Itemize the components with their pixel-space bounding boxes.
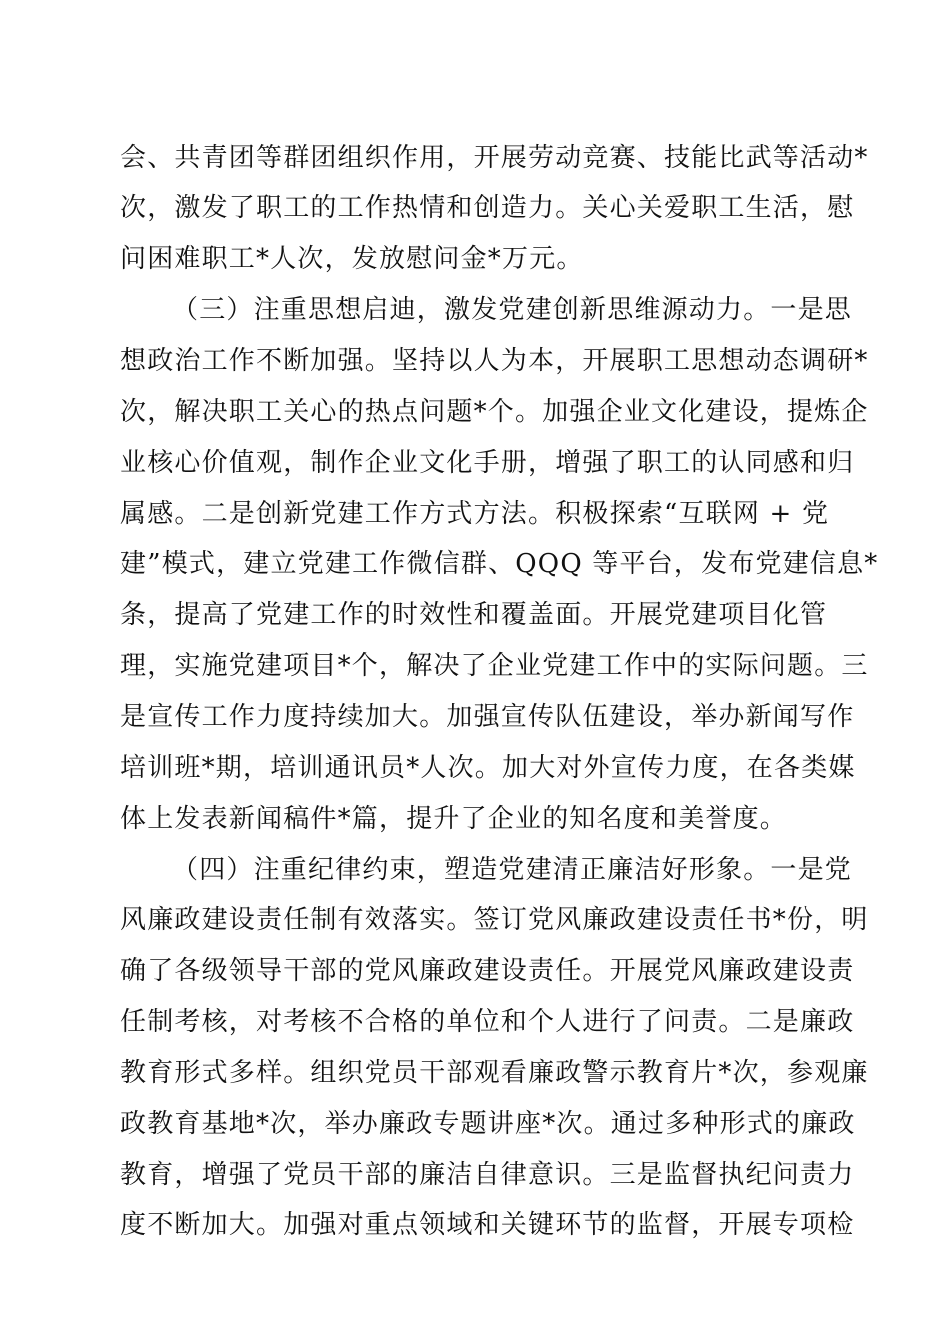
text-line: 政教育基地*次，举办廉政专题讲座*次。通过多种形式的廉政 [120, 1109, 856, 1139]
section-heading-line: （四）注重纪律约束，塑造党建清正廉洁好形象。一是党 [172, 855, 853, 885]
text-line: 会、共青团等群团组织作用，开展劳动竞赛、技能比武等活动* [120, 143, 869, 173]
text-line: 教育形式多样。组织党员干部观看廉政警示教育片*次，参观廉 [120, 1058, 869, 1088]
text-line: 业核心价值观，制作企业文化手册，增强了职工的认同感和归 [120, 448, 855, 478]
text-line: 想政治工作不断加强。坚持以人为本，开展职工思想动态调研* [120, 346, 869, 376]
text-line: 条，提高了党建工作的时效性和覆盖面。开展党建项目化管 [120, 600, 828, 630]
section-heading-line: （三）注重思想启迪，激发党建创新思维源动力。一是思 [172, 295, 853, 325]
text-line: 确了各级领导干部的党风廉政建设责任。开展党风廉政建设责 [120, 956, 855, 986]
text-line: 体上发表新闻稿件*篇，提升了企业的知名度和美誉度。 [120, 804, 788, 834]
text-line: 建”模式，建立党建工作微信群、QQQ 等平台，发布党建信息* [120, 549, 879, 579]
text-line: 风廉政建设责任制有效落实。签订党风廉政建设责任书*份，明 [120, 905, 869, 935]
text-line: 任制考核，对考核不合格的单位和个人进行了问责。二是廉政 [120, 1007, 855, 1037]
text-line: 问困难职工*人次，发放慰问金*万元。 [120, 244, 584, 274]
text-line: 度不断加大。加强对重点领域和关键环节的监督，开展专项检 [120, 1210, 855, 1240]
text-line: 教育，增强了党员干部的廉洁自律意识。三是监督执纪问责力 [120, 1160, 855, 1190]
text-line: 次，解决职工关心的热点问题*个。加强企业文化建设，提炼企 [120, 397, 869, 427]
text-line: 理，实施党建项目*个，解决了企业党建工作中的实际问题。三 [120, 651, 869, 681]
text-line: 属感。二是创新党建工作方式方法。积极探索“互联网 + 党 [120, 499, 830, 529]
text-line: 培训班*期，培训通讯员*人次。加大对外宣传力度，在各类媒 [120, 753, 856, 783]
text-line: 是宣传工作力度持续加大。加强宣传队伍建设，举办新闻写作 [120, 702, 855, 732]
text-line: 次，激发了职工的工作热情和创造力。关心关爱职工生活，慰 [120, 193, 855, 223]
